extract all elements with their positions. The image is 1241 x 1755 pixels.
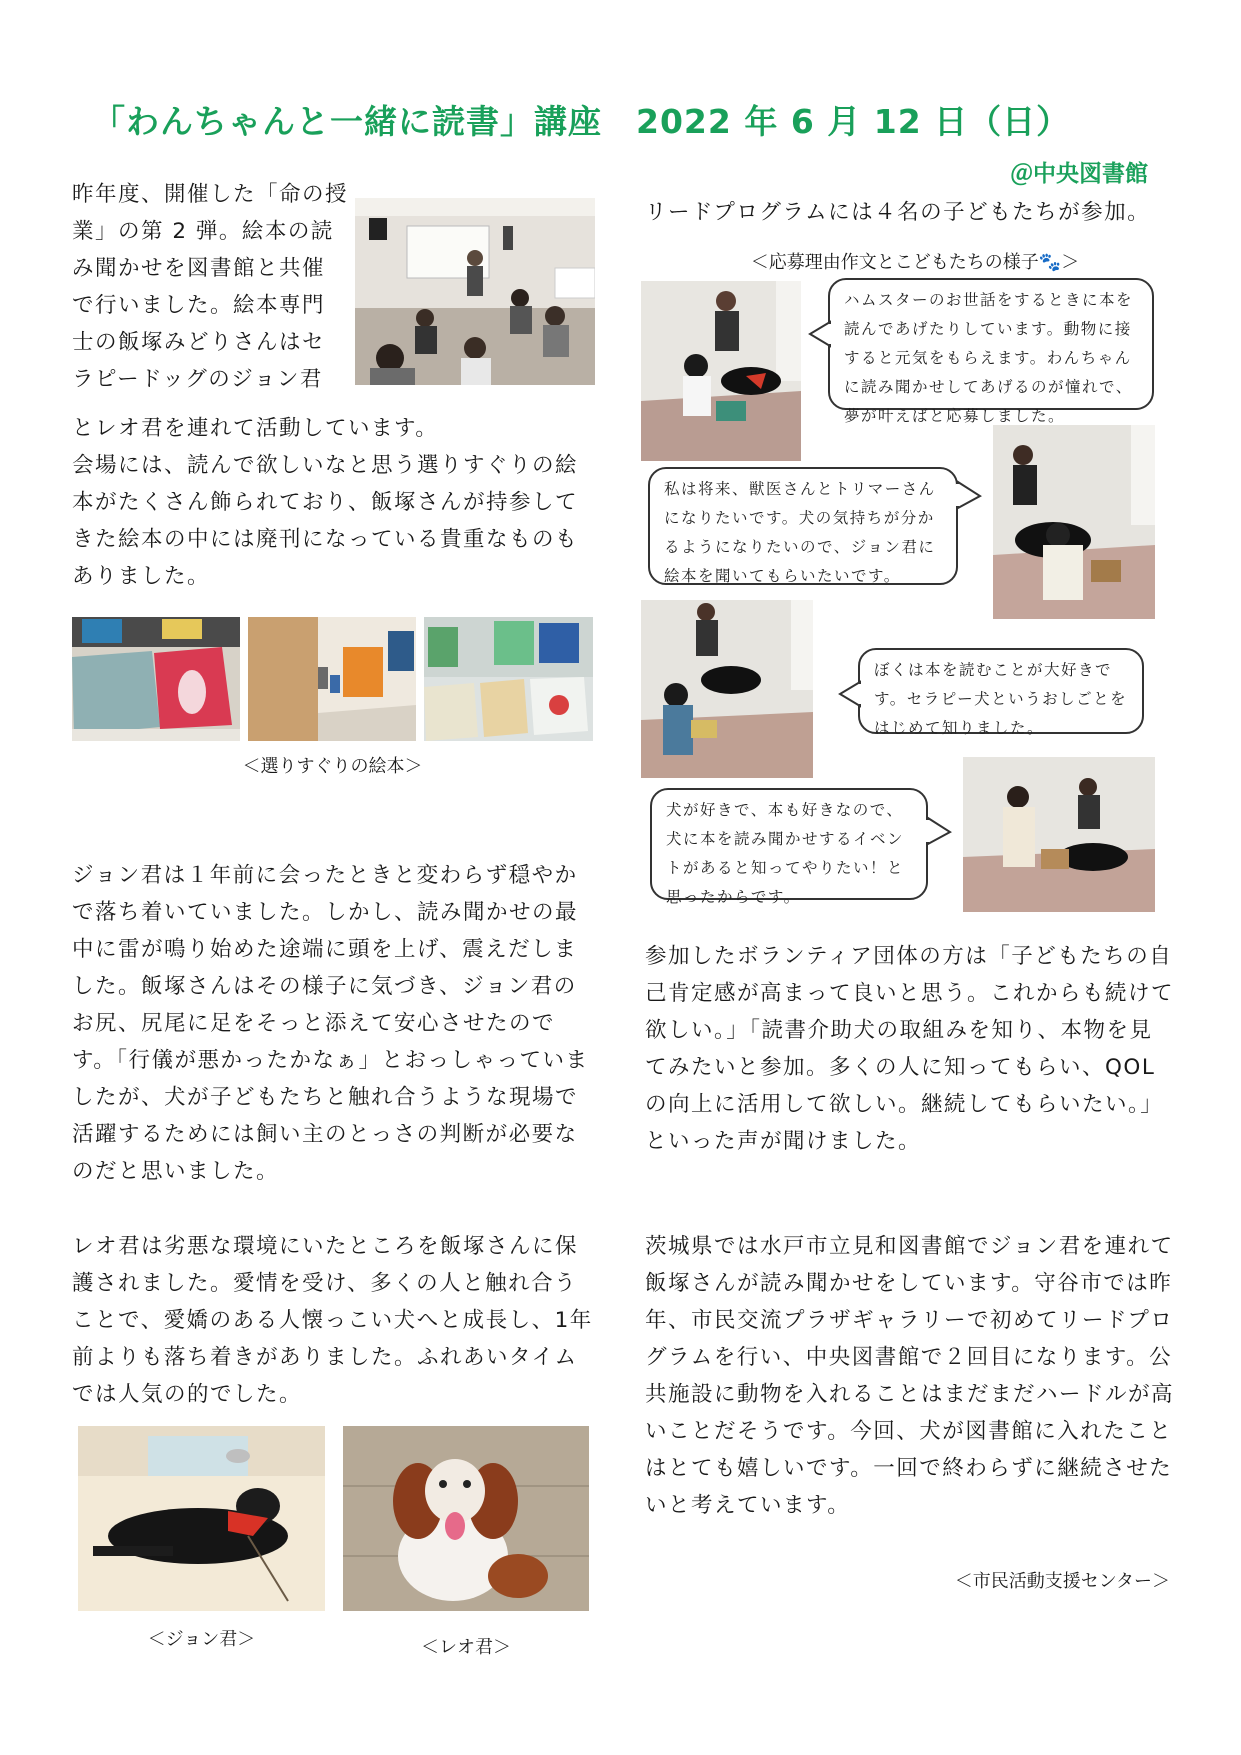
child-photo-4 xyxy=(963,757,1155,912)
leo-caption: ＜レオ君＞ xyxy=(421,1637,511,1658)
books-caption: ＜選りすぐりの絵本＞ xyxy=(242,756,423,777)
intro-line: 業」の第 2 弾。絵本の読 xyxy=(72,219,334,244)
ibaraki-paragraph: 茨城県では水戸市立見和図書館でジョン君を連れて飯塚さんが読み聞かせをしています。守谷市では昨年、市民交流プラザギャラリーで初めてリードプログラムを行い、中央図書館で２回目になります。公共施設に動物を入れることはまだまだハードルが高いことだそうです。今回、犬が図書館に入れたことはとても嬉しいです。一回で終わらずに継続させたいと考えています。 xyxy=(645,1234,1175,1518)
leo-dog-photo xyxy=(343,1426,589,1611)
books-paragraph: 会場には、読んで欲しいなと思う選りすぐりの絵本がたくさん飾られており、飯塚さんが持参してきた絵本の中には廃刊になっている貴重なものもありました。 xyxy=(72,453,579,589)
john-dog-photo xyxy=(78,1426,325,1611)
picture-books-photo-2 xyxy=(248,617,416,741)
speech-bubble-3-tail xyxy=(838,680,862,710)
volunteer-paragraph: 参加したボランティア団体の方は「子どもたちの自己肯定感が高まって良いと思う。これからも続けて欲しい。」「読書介助犬の取組みを知り、本物を見てみたいと参加。多くの人に知ってもらい、QOLの向上に活用して欲しい。継続してもらいたい。」といった声が聞けました。 xyxy=(645,944,1175,1154)
speech-bubble-3: ぼくは本を読むことが大好きです。セラピー犬というおしごとをはじめて知りました。 xyxy=(858,648,1144,734)
speech-bubble-2: 私は将来、獣医さんとトリマーさんになりたいです。犬の気持ちが分かるようになりたいので、ジョン君に絵本を聞いてもらいたいです。 xyxy=(648,467,958,585)
speech-bubble-1: ハムスターのお世話をするときに本を読んであげたりしています。動物に接すると元気をもらえます。わんちゃんに読み聞かせしてあげるのが憧れで、夢が叶えばと応募しました。 xyxy=(828,278,1154,410)
child-photo-1 xyxy=(641,281,801,461)
intro-line: ラピードッグのジョン君 xyxy=(72,367,323,392)
intro-line: 昨年度、開催した「命の授 xyxy=(72,182,349,207)
speech-bubble-4: 犬が好きで、本も好きなので、犬に本を読み聞かせするイベントがあると知ってやりたい！と思ったからです。 xyxy=(650,788,928,900)
child-photo-2 xyxy=(993,425,1155,619)
intro-line: み聞かせを図書館と共催 xyxy=(72,256,326,281)
intro-tail: とレオ君を連れて活動しています。 xyxy=(72,416,439,441)
picture-books-photo-3 xyxy=(424,617,593,741)
event-room-photo xyxy=(355,198,595,385)
lead-program-intro: リードプログラムには４名の子どもたちが参加。 xyxy=(645,200,1151,225)
john-caption: ＜ジョン君＞ xyxy=(147,1629,256,1650)
essay-section-caption: ＜応募理由作文とこどもたちの様子🐾＞ xyxy=(750,252,1080,273)
john-paragraph: ジョン君は１年前に会ったときと変わらず穏やかで落ち着いていました。しかし、読み聞かせの最中に雷が鳴り始めた途端に頭を上げ、震えだしました。飯塚さんはその様子に気づき、ジョン君のお尻、尻尾に足をそっと添えて安心させたのです。「行儀が悪かったかなぁ」とおっしゃっていましたが、犬が子どもたちと触れ合うような現場で活躍するためには飼い主のとっさの判断が必要なのだと思いました。 xyxy=(72,863,589,1184)
intro-line: 士の飯塚みどりさんはセ xyxy=(72,330,326,355)
speech-bubble-4-tail xyxy=(926,816,952,848)
page-title: 「わんちゃんと一緒に読書」講座 2022 年 6 月 12 日（日） xyxy=(92,102,1071,141)
child-photo-3 xyxy=(641,600,813,778)
picture-books-photo-1 xyxy=(72,617,240,741)
intro-paragraph xyxy=(72,176,352,398)
leo-paragraph: レオ君は劣悪な環境にいたところを飯塚さんに保護されました。愛情を受け、多くの人と触れ合うことで、愛嬌のある人懐っこい犬へと成長し、1年前よりも落ち着きがありました。ふれあいタイムでは人気の的でした。 xyxy=(72,1234,593,1407)
speech-bubble-2-tail xyxy=(956,480,982,512)
venue-label: ＠中央図書館 xyxy=(1010,161,1148,187)
speech-bubble-1-tail xyxy=(808,320,832,350)
author-signature: ＜市民活動支援センター＞ xyxy=(954,1571,1170,1592)
intro-line: で行いました。絵本専門 xyxy=(72,293,326,318)
